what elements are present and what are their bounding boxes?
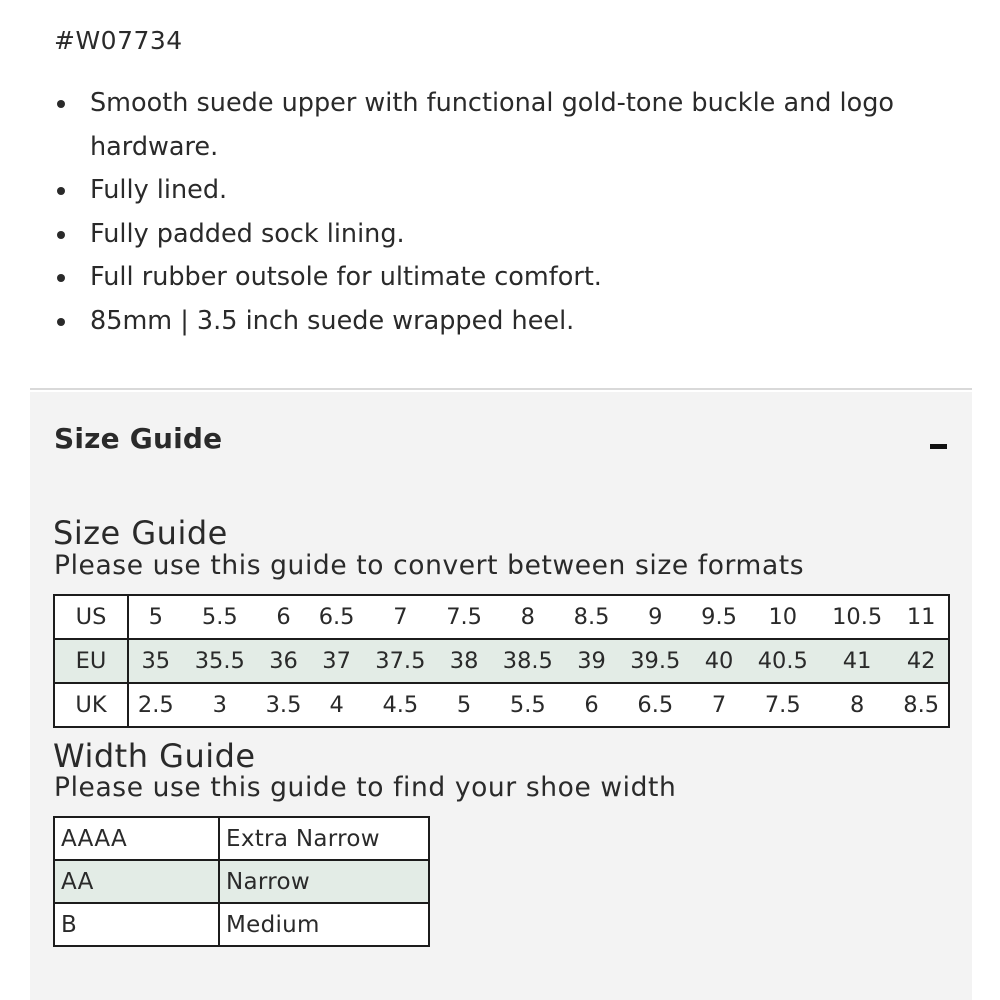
size-cell: 9.5 <box>692 595 745 639</box>
size-cell: 35.5 <box>183 639 257 683</box>
width-table <box>53 816 430 947</box>
size-cell: 3.5 <box>257 683 310 727</box>
size-cell: 7.5 <box>746 683 820 727</box>
size-cell: 7.5 <box>438 595 491 639</box>
size-cell: 8.5 <box>565 595 618 639</box>
feature-item: Smooth suede upper with functional gold-tone buckle and logo hardware. <box>54 82 934 169</box>
feature-item: 85mm | 3.5 inch suede wrapped heel. <box>54 300 934 344</box>
size-guide-accordion-header[interactable]: Size Guide <box>54 422 223 455</box>
size-row-label: UK <box>54 683 128 727</box>
size-conversion-table <box>53 594 950 728</box>
size-cell: 8 <box>491 595 565 639</box>
size-cell: 40.5 <box>746 639 820 683</box>
size-cell: 8.5 <box>894 683 949 727</box>
size-cell: 6 <box>257 595 310 639</box>
size-cell: 2.5 <box>128 683 183 727</box>
size-cell: 5.5 <box>491 683 565 727</box>
size-cell: 38.5 <box>491 639 565 683</box>
size-cell: 35 <box>128 639 183 683</box>
size-cell: 40 <box>692 639 745 683</box>
size-cell: 10.5 <box>820 595 894 639</box>
size-cell: 11 <box>894 595 949 639</box>
size-cell: 7 <box>692 683 745 727</box>
feature-item: Full rubber outsole for ultimate comfort. <box>54 256 934 300</box>
minus-icon <box>930 444 947 449</box>
width-row <box>54 817 429 860</box>
size-row-eu <box>54 639 949 683</box>
size-row-label: EU <box>54 639 128 683</box>
feature-list <box>54 82 934 343</box>
size-row-uk <box>54 683 949 727</box>
size-cell: 6 <box>565 683 618 727</box>
size-cell: 42 <box>894 639 949 683</box>
size-cell: 39.5 <box>618 639 692 683</box>
size-cell: 9 <box>618 595 692 639</box>
width-row <box>54 860 429 903</box>
width-name: Narrow <box>219 860 429 903</box>
width-name: Medium <box>219 903 429 946</box>
size-cell: 10 <box>746 595 820 639</box>
width-code: AAAA <box>54 817 219 860</box>
feature-item: Fully lined. <box>54 169 934 213</box>
size-cell: 4 <box>310 683 363 727</box>
size-cell: 4.5 <box>363 683 437 727</box>
size-cell: 5 <box>128 595 183 639</box>
size-guide-subtitle: Please use this guide to convert between size formats <box>54 550 805 581</box>
size-cell: 8 <box>820 683 894 727</box>
width-code: AA <box>54 860 219 903</box>
size-cell: 6.5 <box>310 595 363 639</box>
width-name: Extra Narrow <box>219 817 429 860</box>
size-guide-heading: Size Guide <box>53 514 228 552</box>
width-row <box>54 903 429 946</box>
size-cell: 3 <box>183 683 257 727</box>
size-cell: 5.5 <box>183 595 257 639</box>
section-divider <box>30 388 972 390</box>
size-cell: 38 <box>438 639 491 683</box>
size-cell: 39 <box>565 639 618 683</box>
collapse-button[interactable] <box>922 428 958 464</box>
width-guide-subtitle: Please use this guide to find your shoe width <box>54 772 677 803</box>
feature-item: Fully padded sock lining. <box>54 213 934 257</box>
size-cell: 7 <box>363 595 437 639</box>
size-row-label: US <box>54 595 128 639</box>
product-sku: #W07734 <box>54 26 183 55</box>
size-cell: 41 <box>820 639 894 683</box>
size-cell: 6.5 <box>618 683 692 727</box>
width-guide-heading: Width Guide <box>53 737 256 775</box>
size-cell: 37 <box>310 639 363 683</box>
size-cell: 5 <box>438 683 491 727</box>
width-code: B <box>54 903 219 946</box>
size-row-us <box>54 595 949 639</box>
size-cell: 37.5 <box>363 639 437 683</box>
size-cell: 36 <box>257 639 310 683</box>
